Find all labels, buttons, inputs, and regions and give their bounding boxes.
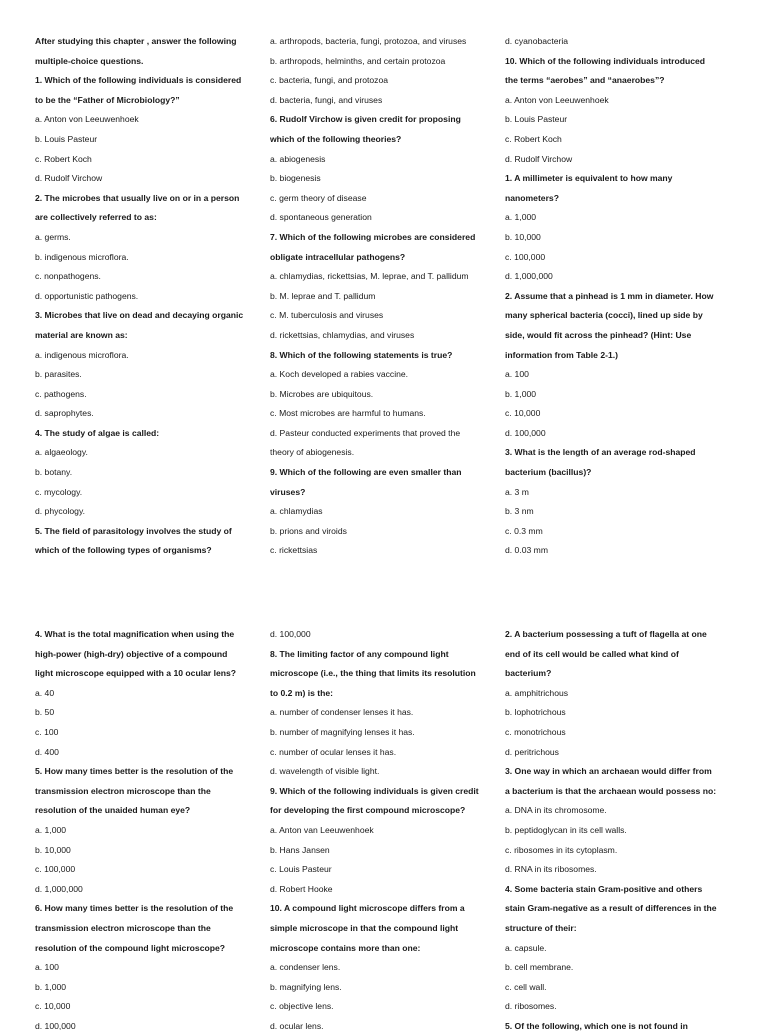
question-text-line: 2. A bacterium possessing a tuft of flagella at one <box>505 629 707 639</box>
answer-option-line: d. spontaneous generation <box>270 212 372 223</box>
answer-option-line: d. Rudolf Virchow <box>35 173 103 184</box>
question-text-line: After studying this chapter , answer the following <box>35 36 237 46</box>
answer-option-line: b. 3 nm <box>505 506 534 517</box>
answer-option-line: a. chlamydias, rickettsias, M. leprae, and T. pallidum <box>270 271 469 282</box>
question-text-line: 7. Which of the following microbes are considered <box>270 231 476 242</box>
answer-option-line: b. indigenous microflora. <box>35 251 129 262</box>
answer-option-line: b. cell membrane. <box>505 962 574 973</box>
answer-option-line: d. opportunistic pathogens. <box>35 290 139 301</box>
question-text-line: bacterium? <box>505 668 552 679</box>
answer-option-line: a. 40 <box>35 687 55 698</box>
answer-option-line: c. rickettsias <box>270 545 318 556</box>
answer-option-line: b. arthropods, helminths, and certain protozoa <box>270 55 446 66</box>
answer-option-line: b. 1,000 <box>505 388 537 399</box>
answer-option-line: d. 1,000,000 <box>505 271 553 282</box>
question-text-line: the terms “aerobes” and “anaerobes”? <box>505 75 665 86</box>
question-text-line: 8. The limiting factor of any compound light <box>270 648 449 659</box>
answer-option-line: b. peptidoglycan in its cell walls. <box>505 824 627 835</box>
question-text-line: 5. The field of parasitology involves the study of <box>35 525 232 536</box>
text-column-middle <box>270 625 498 1036</box>
answer-option-line: c. 10,000 <box>35 1001 71 1012</box>
answer-option-line: a. Koch developed a rabies vaccine. <box>270 369 409 380</box>
question-text-line: transmission electron microscope than the <box>35 922 211 933</box>
answer-option-line: a. 100 <box>35 962 59 973</box>
answer-option-line: a. germs. <box>35 231 71 242</box>
text-column-right <box>505 625 740 1036</box>
answer-option-line: c. Robert Koch <box>505 133 562 144</box>
question-text-line: 1. A millimeter is equivalent to how many <box>505 173 673 184</box>
question-text-line: side, would fit across the pinhead? (Hint: Use <box>505 329 692 340</box>
answer-option-line: b. prions and viroids <box>270 525 347 536</box>
text-column-right <box>505 32 740 561</box>
question-text-line: bacterium (bacillus)? <box>505 467 592 478</box>
question-text-line: stain Gram-negative as a result of differences in the <box>505 903 717 914</box>
question-text-line: 9. Which of the following are even smaller than <box>270 467 462 478</box>
answer-option-line: d. saprophytes. <box>35 408 94 419</box>
answer-option-line: d. rickettsias, chlamydias, and viruses <box>270 329 415 340</box>
question-text-line: 2. Assume that a pinhead is 1 mm in diameter. How <box>505 290 714 301</box>
question-text-line: transmission electron microscope than the <box>35 785 211 796</box>
answer-option-line: d. ocular lens. <box>270 1020 324 1031</box>
answer-option-line: b. Microbes are ubiquitous. <box>270 388 374 399</box>
question-text-line: structure of their: <box>505 922 577 933</box>
question-text-line: resolution of the unaided human eye? <box>35 805 191 816</box>
answer-option-line: d. peritrichous <box>505 746 559 757</box>
question-text-line: 6. How many times better is the resolution of the <box>35 903 234 914</box>
answer-option-line: d. 1,000,000 <box>35 883 83 894</box>
answer-option-line: d. cyanobacteria <box>505 36 569 46</box>
question-text-line: for developing the first compound microscope? <box>270 805 466 816</box>
answer-option-line: a. abiogenesis <box>270 153 326 164</box>
question-text-line: simple microscope in that the compound light <box>270 922 459 933</box>
question-text-line: 1. Which of the following individuals is considered <box>35 75 242 86</box>
answer-option-line: a. 1,000 <box>505 212 537 223</box>
question-text-line: which of the following theories? <box>270 133 402 144</box>
answer-option-line: c. 0.3 mm <box>505 525 543 536</box>
answer-option-line: b. 1,000 <box>35 981 67 992</box>
question-text-line: end of its cell would be called what kind of <box>505 648 679 659</box>
question-text-line: 9. Which of the following individuals is given credit <box>270 785 479 796</box>
answer-option-line: b. Louis Pasteur <box>505 114 568 125</box>
answer-option-line: d. 100,000 <box>35 1020 76 1031</box>
answer-option-line: a. 3 m <box>505 486 529 497</box>
answer-option-line: a. algaeology. <box>35 447 88 458</box>
answer-option-line: b. botany. <box>35 467 73 478</box>
answer-option-line: a. DNA in its chromosome. <box>505 805 607 816</box>
question-text-line: which of the following types of organisms? <box>35 545 212 556</box>
question-text-line: viruses? <box>270 486 306 497</box>
answer-option-line: b. Louis Pasteur <box>35 133 98 144</box>
answer-option-line: c. monotrichous <box>505 726 566 737</box>
question-text-line: high-power (high-dry) objective of a compound <box>35 648 228 659</box>
text-column-left <box>35 625 263 1036</box>
question-text-line: 6. Rudolf Virchow is given credit for proposing <box>270 114 461 125</box>
question-text-line: 8. Which of the following statements is true? <box>270 349 453 360</box>
answer-option-line: theory of abiogenesis. <box>270 447 355 458</box>
answer-option-line: b. number of magnifying lenses it has. <box>270 726 415 737</box>
answer-option-line: a. condenser lens. <box>270 962 341 973</box>
question-text-line: 2. The microbes that usually live on or in a person <box>35 192 240 203</box>
question-text-line: multiple-choice questions. <box>35 55 144 66</box>
answer-option-line: d. phycology. <box>35 506 86 517</box>
question-text-line: information from Table 2-1.) <box>505 349 618 360</box>
answer-option-line: a. Anton von Leeuwenhoek <box>505 94 609 105</box>
answer-option-line: c. objective lens. <box>270 1001 334 1012</box>
answer-option-line: d. 400 <box>35 746 59 757</box>
answer-option-line: d. Rudolf Virchow <box>505 153 573 164</box>
answer-option-line: c. M. tuberculosis and viruses <box>270 310 384 321</box>
answer-option-line: d. 100,000 <box>270 629 311 639</box>
answer-option-line: a. indigenous microflora. <box>35 349 129 360</box>
answer-option-line: b. 50 <box>35 707 55 718</box>
answer-option-line: c. Most microbes are harmful to humans. <box>270 408 426 419</box>
answer-option-line: b. magnifying lens. <box>270 981 342 992</box>
answer-option-line: d. 0.03 mm <box>505 545 548 556</box>
answer-option-line: c. 100,000 <box>505 251 546 262</box>
question-text-line: 4. What is the total magnification when using the <box>35 629 235 639</box>
answer-option-line: c. germ theory of disease <box>270 192 367 203</box>
text-column-left <box>35 32 263 561</box>
question-text-line: 10. A compound light microscope differs from a <box>270 903 465 914</box>
answer-option-line: c. pathogens. <box>35 388 87 399</box>
answer-option-line: d. bacteria, fungi, and viruses <box>270 94 383 105</box>
answer-option-line: d. 100,000 <box>505 427 546 438</box>
answer-option-line: d. Robert Hooke <box>270 883 333 894</box>
question-text-line: 5. How many times better is the resolution of the <box>35 766 234 777</box>
question-text-line: are collectively referred to as: <box>35 212 157 223</box>
answer-option-line: a. 1,000 <box>35 824 67 835</box>
answer-option-line: d. RNA in its ribosomes. <box>505 864 597 875</box>
question-text-line: microscope (i.e., the thing that limits its resolution <box>270 668 476 679</box>
question-text-line: to be the “Father of Microbiology?” <box>35 94 180 105</box>
question-text-line: 10. Which of the following individuals introduced <box>505 55 706 66</box>
answer-option-line: c. 100 <box>35 726 59 737</box>
answer-option-line: a. amphitrichous <box>505 687 569 698</box>
answer-option-line: a. Anton van Leeuwenhoek <box>270 824 374 835</box>
answer-option-line: a. capsule. <box>505 942 547 953</box>
answer-option-line: a. number of condenser lenses it has. <box>270 707 414 718</box>
answer-option-line: b. lophotrichous <box>505 707 566 718</box>
answer-option-line: c. 10,000 <box>505 408 541 419</box>
question-text-line: obligate intracellular pathogens? <box>270 251 406 262</box>
question-text-line: 4. The study of algae is called: <box>35 427 160 438</box>
question-text-line: material are known as: <box>35 329 128 340</box>
answer-option-line: d. ribosomes. <box>505 1001 557 1012</box>
answer-option-line: b. 10,000 <box>505 231 541 242</box>
answer-option-line: a. Anton von Leeuwenhoek <box>35 114 139 125</box>
question-text-line: 5. Of the following, which one is not found in <box>505 1020 688 1031</box>
text-column-middle <box>270 32 498 561</box>
answer-option-line: d. Pasteur conducted experiments that proved the <box>270 427 461 438</box>
answer-option-line: c. mycology. <box>35 486 83 497</box>
question-text-line: to 0.2 m) is the: <box>270 687 334 698</box>
question-text-line: resolution of the compound light microscope? <box>35 942 226 953</box>
question-text-line: 4. Some bacteria stain Gram-positive and others <box>505 883 703 894</box>
answer-option-line: c. ribosomes in its cytoplasm. <box>505 844 618 855</box>
question-text-line: nanometers? <box>505 192 559 203</box>
answer-option-line: c. cell wall. <box>505 981 547 992</box>
question-text-line: a bacterium is that the archaean would possess no: <box>505 785 717 796</box>
answer-option-line: c. bacteria, fungi, and protozoa <box>270 75 389 86</box>
question-text-line: 3. One way in which an archaean would differ from <box>505 766 712 777</box>
question-text-line: 3. Microbes that live on dead and decaying organic <box>35 310 244 321</box>
answer-option-line: c. Louis Pasteur <box>270 864 332 875</box>
answer-option-line: c. Robert Koch <box>35 153 92 164</box>
question-text-line: 3. What is the length of an average rod-shaped <box>505 447 696 458</box>
answer-option-line: b. M. leprae and T. pallidum <box>270 290 376 301</box>
question-text-line: microscope contains more than one: <box>270 942 421 953</box>
answer-option-line: c. nonpathogens. <box>35 271 101 282</box>
answer-option-line: a. chlamydias <box>270 506 323 517</box>
answer-option-line: d. wavelength of visible light. <box>270 766 380 777</box>
answer-option-line: a. 100 <box>505 369 529 380</box>
answer-option-line: c. 100,000 <box>35 864 76 875</box>
answer-option-line: a. arthropods, bacteria, fungi, protozoa, and viruses <box>270 36 467 46</box>
answer-option-line: b. biogenesis <box>270 173 321 184</box>
answer-option-line: b. parasites. <box>35 369 82 380</box>
question-text-line: light microscope equipped with a 10 ocular lens? <box>35 668 237 679</box>
answer-option-line: b. Hans Jansen <box>270 844 330 855</box>
question-text-line: many spherical bacteria (cocci), lined up side by <box>505 310 703 321</box>
answer-option-line: b. 10,000 <box>35 844 71 855</box>
answer-option-line: c. number of ocular lenses it has. <box>270 746 397 757</box>
